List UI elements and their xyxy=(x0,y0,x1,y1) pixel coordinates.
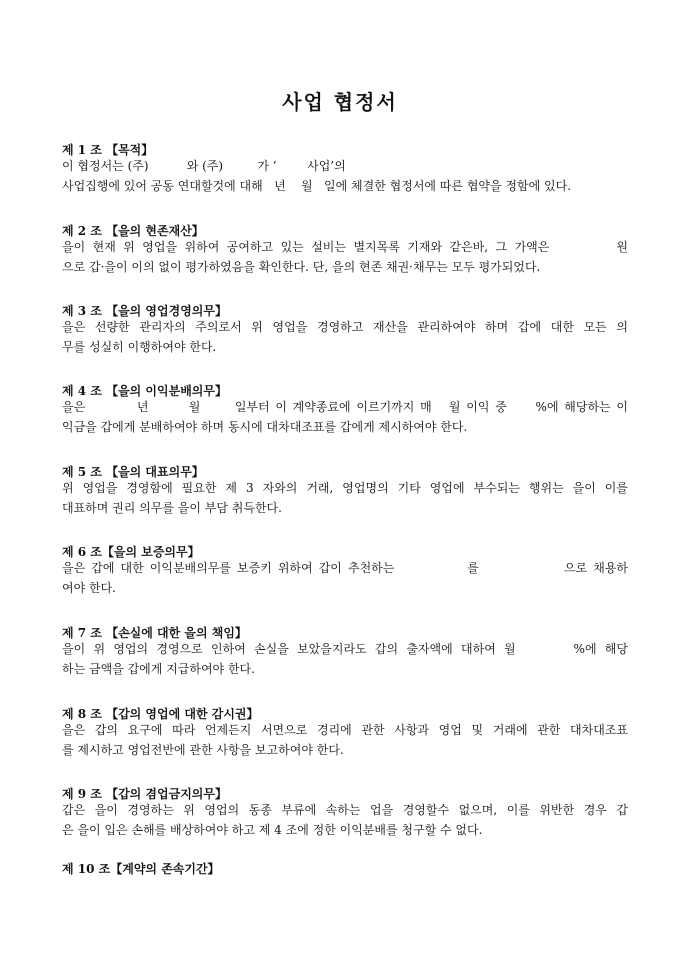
article-line: 위 영업을 경영함에 필요한 제 3 자와의 거래, 영업명의 기타 영업에 부수되는 행위는 을이 이를 xyxy=(62,481,628,495)
article-line: 하는 금액을 갑에게 지급하여야 한다. xyxy=(62,662,255,676)
article-9 xyxy=(62,787,628,843)
article-2 xyxy=(62,224,628,280)
article-line: 대표하며 권리 의무를 을이 부담 취득한다. xyxy=(62,501,282,515)
article-heading: 제 1 조 【목적】 xyxy=(62,143,154,157)
article-line: 을이 현재 위 영업을 위하여 공여하고 있는 설비는 별지목록 기재와 같은바, 그 가액은 원 xyxy=(62,240,628,254)
article-line: 을은 갑의 요구에 따라 언제든지 서면으로 경리에 관한 사항과 영업 및 거래에 관한 대차대조표 xyxy=(62,723,628,737)
article-heading: 제 3 조 【을의 영업경영의무】 xyxy=(62,304,227,318)
article-line: 이 협정서는 (주) 와 (주) 가 ’ 사업’의 xyxy=(62,159,346,173)
article-heading: 제 5 조 【을의 대표의무】 xyxy=(62,465,204,479)
article-1 xyxy=(62,143,628,199)
article-line: 익금을 갑에게 분배하여야 하며 동시에 대차대조표를 갑에게 제시하여야 한다. xyxy=(62,420,468,434)
article-3 xyxy=(62,304,628,360)
article-7 xyxy=(62,626,628,682)
article-line: 를 제시하고 영업전반에 관한 사항을 보고하여야 한다. xyxy=(62,743,344,757)
article-line: 갑은 을이 경영하는 위 영업의 동종 부류에 속하는 업을 경영할수 없으며, 이를 위반한 경우 갑 xyxy=(62,803,628,817)
article-line: 사업집행에 있어 공동 연대할것에 대해 년 월 일에 체결한 협정서에 따른 협약을 정함에 있다. xyxy=(62,179,572,193)
article-5 xyxy=(62,465,628,521)
article-heading: 제 7 조 【손실에 대한 을의 책임】 xyxy=(62,626,247,640)
document-title: 사업 협정서 xyxy=(282,90,398,114)
article-4 xyxy=(62,384,628,440)
article-line: 을은 년 월 일부터 이 계약종료에 이르기까지 매 월 이익 중 %에 해당하는 이 xyxy=(62,400,628,414)
article-6 xyxy=(62,545,628,601)
article-line: 을이 위 영업의 경영으로 인하여 손실을 보았을지라도 갑의 출자액에 대하여 월 %에 해당 xyxy=(62,642,628,656)
article-heading: 제 6 조【을의 보증의무】 xyxy=(62,545,200,559)
article-line: 무를 성실히 이행하여야 한다. xyxy=(62,340,217,354)
article-line: 은 을이 입은 손해를 배상하여야 하고 제 4 조에 정한 이익분배를 청구할 수 없다. xyxy=(62,823,483,837)
article-heading: 제 9 조 【갑의 겸업금지의무】 xyxy=(62,787,227,801)
article-heading: 제 8 조 【갑의 영업에 대한 감시권】 xyxy=(62,707,259,721)
article-heading: 제 10 조【계약의 존속기간】 xyxy=(62,862,220,876)
article-heading: 제 4 조 【을의 이익분배의무】 xyxy=(62,384,227,398)
article-8 xyxy=(62,707,628,763)
article-line: 을은 선량한 관리자의 주의로서 위 영업을 경영하고 재산을 관리하여야 하며 갑에 대한 모든 의 xyxy=(62,320,628,334)
article-10 xyxy=(62,862,628,878)
article-line: 여야 한다. xyxy=(62,581,116,595)
article-line: 을은 갑에 대한 이익분배의무를 보증키 위하여 갑이 추천하는 를 으로 채용하 xyxy=(62,561,628,575)
article-heading: 제 2 조 【을의 현존재산】 xyxy=(62,224,204,238)
article-line: 으로 갑·을이 이의 없이 평가하였음을 확인한다. 단, 을의 현존 채권·채무는 모두 평가되었다. xyxy=(62,260,541,274)
